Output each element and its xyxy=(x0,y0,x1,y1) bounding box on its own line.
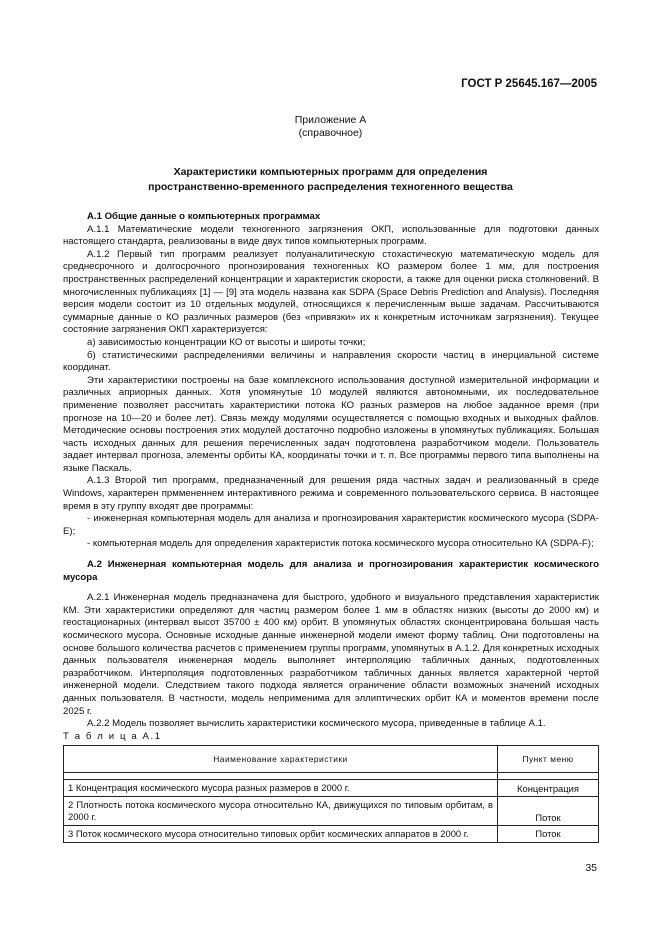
paragraph-a21: А.2.1 Инженерная модель предназначена для быстрого, удобного и визуального представления характеристик КМ. Эти характеристики определяют для частиц размером более 1 мм в областях низких (высоты до 2000 км) и геостационарных (интервал высот 35700 ± 400 км) орбит. В упомянутых областях сконцентрирована большая часть космического мусора. Основные исходные данные инженерной модели имеют форму таблиц. Они подготовлены на основе большого количества расчетов с применением группы программ, упомянутых в А.1.2. Для конкретных исходных данных пользователя инженерная модель выполняет интерполяцию табличных данных, подготовленных разработчиком. Интерполяция подготовленных разработчиком табличных данных является характерной чертой инженерной модели. Следствием такого подхода является ограничение области возможных значений исходных данных пользователя. В частности, модель неприменима для эллиптических орбит КА и моментов времени после 2025 г. xyxy=(63,592,599,717)
gost-code: ГОСТ Р 25645.167—2005 xyxy=(461,78,597,90)
paragraph-characteristics: Эти характеристики построены на базе комплексного использования доступной измерительной информации и различных априорных данных. Хотя упомянутые 10 модулей являются автономными, их последовательное применение позволяет рассчитать характеристики потока КО разных размеров на любое заданное время (при прогнозе на 10—20 и более лет). Связь между модулями осуществляется с помощью входных и выходных файлов. Методические основы построения этих модулей достаточно подробно изложены в упомянутых публикациях. Большая часть исходных данных для решения перечисленных задач подготовлена разработчиком модели. Пользователь задает интервал прогноза, элементы орбиты КА, координаты точки и т. п. Все программы первого типа выполнены на языке Паскаль. xyxy=(63,374,599,474)
paragraph-a13: А.1.3 Второй тип программ, предназначенный для решения ряда частных задач и реализованный в среде Windows, характерен прммененнем интерактивного режима и современного пользовательского сервиса. В настоящее время в эту группу входят две программы: xyxy=(63,475,599,512)
row-menu: Поток xyxy=(498,797,599,826)
table-row xyxy=(64,797,599,826)
table-caption: Т а б л и ц а А.1 xyxy=(63,731,162,742)
paragraph-a12: А.1.2 Первый тип программ реализует полуаналитическую стохастическую математическую модель для среднесрочного и долгосрочного прогнозирования техногенных КО размером более 1 мм, для построения пространственных распределений концентрации и характеристик скорости, а также для оценки риска столкновений. В многочисленных публикациях [1] — [9] эта модель названа как SDPA (Space Debris Prediction and Analysis). Последняя версия модели состоит из 10 отдельных модулей, относящихся к перечисленным выше задачам. Рассчитываются суммарные данные о КО различных размеров (без «привязки» их к конкретным источникам загрязнения). Текущее состояние загрязнения ОКП характеризуется: xyxy=(63,248,599,336)
row-name: 1 Концентрация космического мусора разных размеров в 2000 г. xyxy=(64,780,498,797)
appendix-label: Приложение А xyxy=(294,114,367,126)
document-title xyxy=(0,165,661,195)
row-name: 3 Поток космического мусора относительно типовых орбит космических аппаратов в 2000 г. xyxy=(64,826,498,843)
appendix-heading xyxy=(0,114,661,140)
table-spacer-row xyxy=(64,773,599,780)
section-heading-a1: А.1 Общие данные о компьютерных программах xyxy=(87,211,321,222)
table-header-row xyxy=(64,746,599,773)
program-item-1: - инженерная компьютерная модель для анализа и прогнозирования характеристик космического мусора (SDPA-E); xyxy=(63,513,599,537)
header-menu: Пункт меню xyxy=(498,746,599,773)
program-item-2: - компьютерная модель для определения характеристик потока космического мусора относительно КА (SDPA-F); xyxy=(87,538,594,550)
list-item-b: б) статистическими распределениями величины и направления скорости частиц в инерциальной системе координат. xyxy=(63,349,599,374)
title-line-2: пространственно-временного распределения техногенного вещества xyxy=(148,181,513,193)
section-heading-a2: А.2 Инженерная компьютерная модель для анализа и прогнозирования характеристик космического мусора xyxy=(63,559,599,583)
table-row xyxy=(64,826,599,843)
table-row xyxy=(64,780,599,797)
list-item-a: а) зависимостью концентрации КО от высоты и широты точки; xyxy=(87,336,366,348)
header-name: Наименование характеристики xyxy=(64,746,498,773)
characteristics-table xyxy=(63,745,599,843)
title-line-1: Характеристики компьютерных программ для определения xyxy=(173,166,488,178)
paragraph-a11: А.1.1 Математические модели техногенного загрязнения ОКП, использованные для подготовки данных настоящего стандарта, реализованы в виде двух типов компьютерных программ. xyxy=(63,223,599,248)
row-menu: Концентрация xyxy=(498,780,599,797)
row-name: 2 Плотность потока космического мусора относительно КА, движущихся по типовым орбитам, в 2000 г. xyxy=(64,797,498,826)
body-text xyxy=(63,211,599,731)
paragraph-a22: А.2.2 Модель позволяет вычислить характеристики космического мусора, приведенные в таблице А.1. xyxy=(87,718,546,730)
row-menu: Поток xyxy=(498,826,599,843)
appendix-type: (справочное) xyxy=(298,127,363,139)
page-number: 35 xyxy=(585,862,597,874)
